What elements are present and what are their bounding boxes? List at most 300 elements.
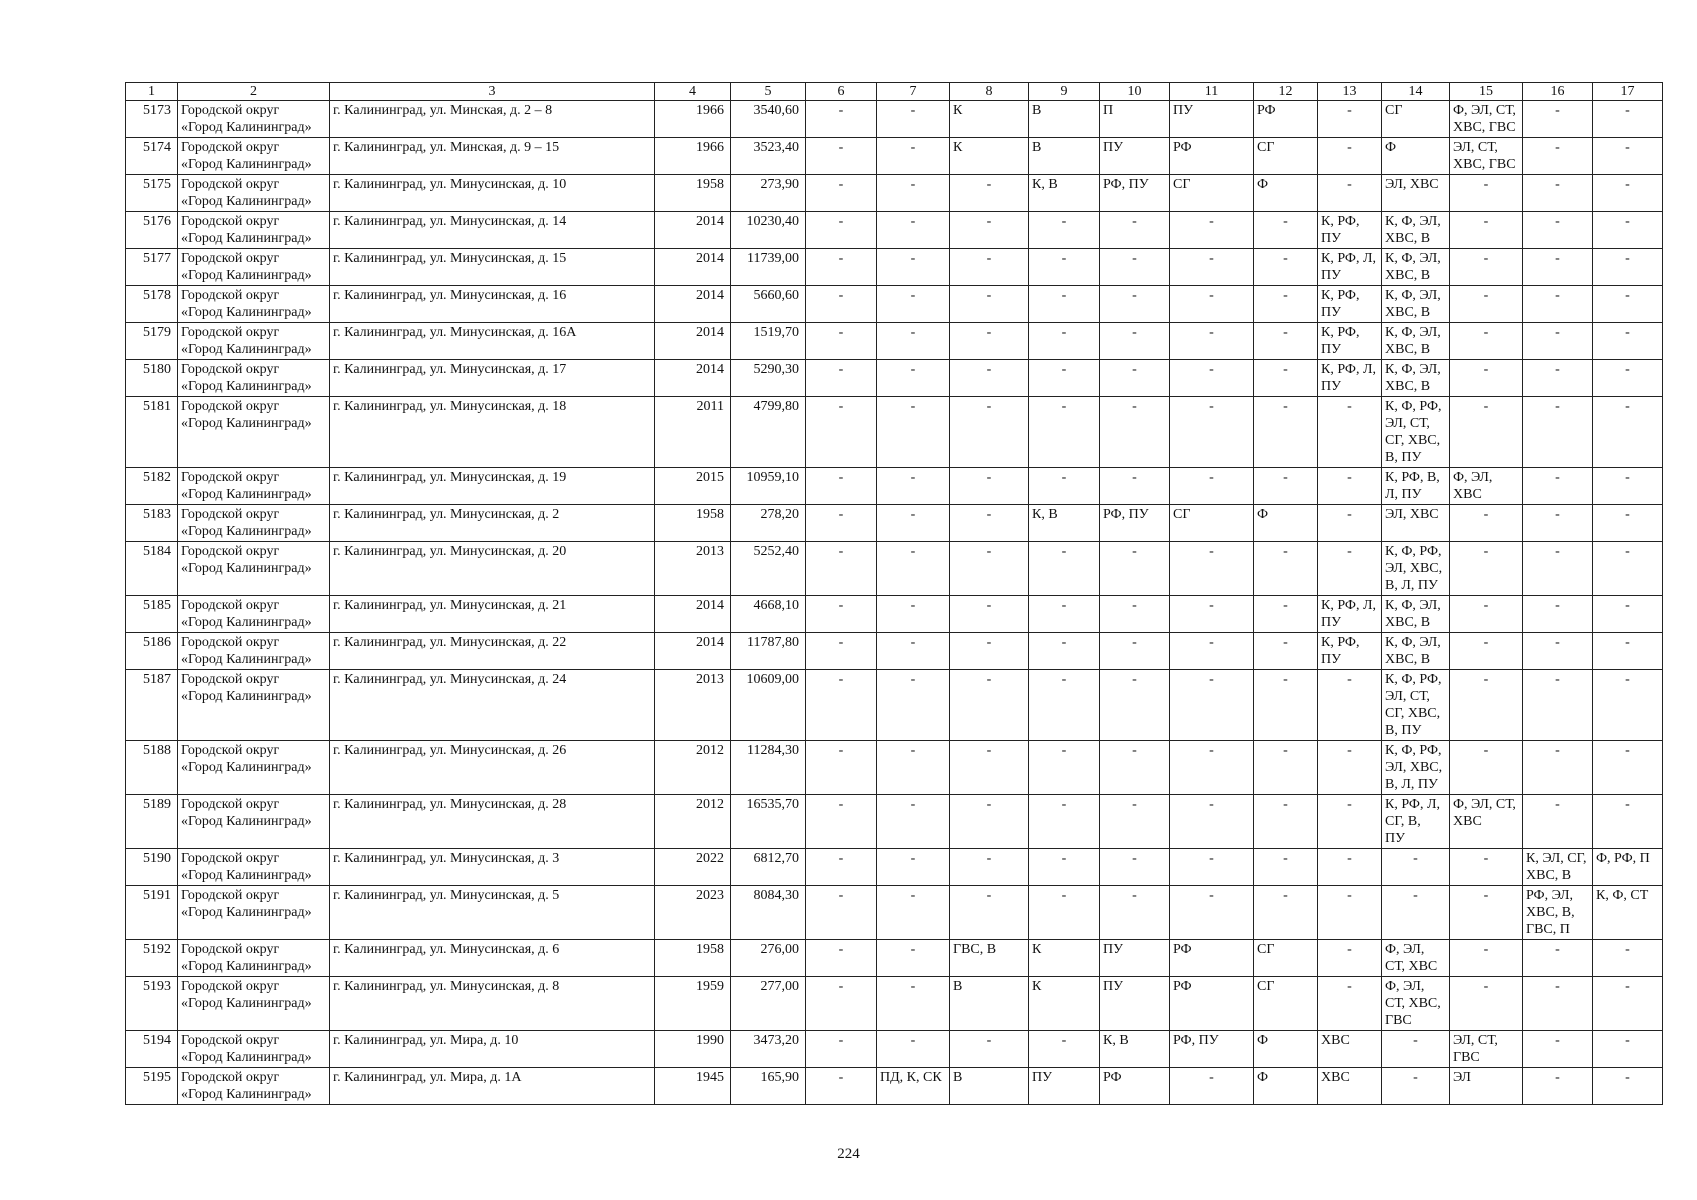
column-number-14: 14: [1382, 83, 1450, 101]
table-cell-col-10: -: [1100, 397, 1170, 468]
table-cell-col-11: -: [1170, 741, 1254, 795]
table-cell-col-1: 5184: [126, 542, 178, 596]
table-cell-col-9: -: [1029, 397, 1100, 468]
table-cell-col-8: К: [950, 101, 1029, 138]
table-cell-col-17: -: [1593, 397, 1663, 468]
table-cell-col-5: 10959,10: [731, 468, 806, 505]
table-cell-col-4: 2014: [655, 633, 731, 670]
table-cell-col-10: -: [1100, 323, 1170, 360]
table-row: [126, 633, 1663, 670]
table-cell-col-1: 5188: [126, 741, 178, 795]
table-cell-col-10: ПУ: [1100, 138, 1170, 175]
table-cell-col-7: -: [877, 1031, 950, 1068]
table-cell-col-16: -: [1523, 1031, 1593, 1068]
table-cell-col-16: -: [1523, 360, 1593, 397]
table-cell-col-5: 3523,40: [731, 138, 806, 175]
table-cell-col-1: 5178: [126, 286, 178, 323]
table-cell-col-5: 165,90: [731, 1068, 806, 1105]
table-cell-col-12: -: [1254, 360, 1318, 397]
table-cell-col-2: Городской округ «Город Калининград»: [178, 741, 330, 795]
table-cell-col-5: 277,00: [731, 977, 806, 1031]
table-cell-col-3: г. Калининград, ул. Мира, д. 10: [330, 1031, 655, 1068]
table-cell-col-17: -: [1593, 175, 1663, 212]
table-cell-col-1: 5183: [126, 505, 178, 542]
table-cell-col-13: -: [1318, 138, 1382, 175]
table-cell-col-14: К, Ф, ЭЛ, ХВС, В: [1382, 360, 1450, 397]
table-cell-col-17: -: [1593, 1031, 1663, 1068]
table-cell-col-1: 5189: [126, 795, 178, 849]
table-cell-col-3: г. Калининград, ул. Минусинская, д. 8: [330, 977, 655, 1031]
table-cell-col-1: 5180: [126, 360, 178, 397]
column-number-7: 7: [877, 83, 950, 101]
table-cell-col-3: г. Калининград, ул. Минусинская, д. 3: [330, 849, 655, 886]
table-cell-col-11: СГ: [1170, 505, 1254, 542]
table-cell-col-8: -: [950, 323, 1029, 360]
table-row: [126, 1031, 1663, 1068]
table-cell-col-2: Городской округ «Город Калининград»: [178, 1031, 330, 1068]
table-cell-col-7: -: [877, 977, 950, 1031]
table-cell-col-1: 5177: [126, 249, 178, 286]
table-cell-col-15: -: [1450, 249, 1523, 286]
table-cell-col-14: К, Ф, ЭЛ, ХВС, В: [1382, 249, 1450, 286]
table-cell-col-1: 5176: [126, 212, 178, 249]
table-cell-col-15: Ф, ЭЛ, СТ, ХВС, ГВС: [1450, 101, 1523, 138]
table-cell-col-8: -: [950, 849, 1029, 886]
table-cell-col-9: -: [1029, 741, 1100, 795]
column-number-3: 3: [330, 83, 655, 101]
table-cell-col-7: -: [877, 940, 950, 977]
table-cell-col-14: К, Ф, ЭЛ, ХВС, В: [1382, 212, 1450, 249]
table-cell-col-6: -: [806, 977, 877, 1031]
table-cell-col-14: К, Ф, ЭЛ, ХВС, В: [1382, 323, 1450, 360]
table-cell-col-10: -: [1100, 633, 1170, 670]
table-cell-col-10: -: [1100, 468, 1170, 505]
table-cell-col-10: -: [1100, 286, 1170, 323]
table-cell-col-17: -: [1593, 940, 1663, 977]
table-cell-col-14: ЭЛ, ХВС: [1382, 505, 1450, 542]
table-cell-col-10: -: [1100, 542, 1170, 596]
table-cell-col-4: 2022: [655, 849, 731, 886]
table-cell-col-5: 5252,40: [731, 542, 806, 596]
table-cell-col-9: -: [1029, 542, 1100, 596]
table-cell-col-16: -: [1523, 741, 1593, 795]
table-cell-col-13: -: [1318, 849, 1382, 886]
table-cell-col-17: -: [1593, 670, 1663, 741]
table-cell-col-5: 276,00: [731, 940, 806, 977]
table-cell-col-12: -: [1254, 542, 1318, 596]
table-cell-col-8: -: [950, 468, 1029, 505]
table-cell-col-3: г. Калининград, ул. Минусинская, д. 16А: [330, 323, 655, 360]
table-cell-col-16: -: [1523, 596, 1593, 633]
table-cell-col-11: СГ: [1170, 175, 1254, 212]
table-cell-col-7: -: [877, 249, 950, 286]
table-row: [126, 505, 1663, 542]
table-cell-col-12: -: [1254, 633, 1318, 670]
table-cell-col-10: -: [1100, 360, 1170, 397]
table-cell-col-3: г. Калининград, ул. Минская, д. 9 – 15: [330, 138, 655, 175]
table-cell-col-5: 16535,70: [731, 795, 806, 849]
table-cell-col-2: Городской округ «Город Калининград»: [178, 138, 330, 175]
table-cell-col-8: -: [950, 633, 1029, 670]
table-cell-col-6: -: [806, 138, 877, 175]
table-cell-col-11: -: [1170, 633, 1254, 670]
table-cell-col-12: -: [1254, 849, 1318, 886]
table-cell-col-6: -: [806, 795, 877, 849]
table-cell-col-3: г. Калининград, ул. Минусинская, д. 28: [330, 795, 655, 849]
table-cell-col-7: -: [877, 795, 950, 849]
table-cell-col-9: К, В: [1029, 175, 1100, 212]
table-cell-col-15: ЭЛ, СТ, ГВС: [1450, 1031, 1523, 1068]
table-cell-col-12: -: [1254, 323, 1318, 360]
table-cell-col-15: -: [1450, 886, 1523, 940]
table-cell-col-3: г. Калининград, ул. Минусинская, д. 17: [330, 360, 655, 397]
table-cell-col-4: 1958: [655, 175, 731, 212]
table-cell-col-9: -: [1029, 1031, 1100, 1068]
table-cell-col-6: -: [806, 397, 877, 468]
table-cell-col-5: 11787,80: [731, 633, 806, 670]
table-cell-col-2: Городской округ «Город Калининград»: [178, 397, 330, 468]
table-cell-col-7: -: [877, 670, 950, 741]
table-cell-col-14: Ф, ЭЛ, СТ, ХВС: [1382, 940, 1450, 977]
table-cell-col-10: ПУ: [1100, 940, 1170, 977]
table-cell-col-13: -: [1318, 101, 1382, 138]
table-cell-col-13: -: [1318, 175, 1382, 212]
table-cell-col-17: -: [1593, 505, 1663, 542]
table-cell-col-16: -: [1523, 175, 1593, 212]
table-cell-col-10: -: [1100, 886, 1170, 940]
column-number-6: 6: [806, 83, 877, 101]
table-cell-col-6: -: [806, 886, 877, 940]
table-cell-col-4: 2013: [655, 542, 731, 596]
table-cell-col-9: -: [1029, 849, 1100, 886]
table-cell-col-8: -: [950, 360, 1029, 397]
table-cell-col-17: -: [1593, 212, 1663, 249]
table-cell-col-6: -: [806, 596, 877, 633]
column-number-10: 10: [1100, 83, 1170, 101]
table-cell-col-14: К, РФ, В, Л, ПУ: [1382, 468, 1450, 505]
table-cell-col-16: -: [1523, 542, 1593, 596]
table-cell-col-8: В: [950, 1068, 1029, 1105]
table-cell-col-4: 1966: [655, 138, 731, 175]
table-cell-col-1: 5175: [126, 175, 178, 212]
table-cell-col-14: -: [1382, 1068, 1450, 1105]
table-cell-col-4: 2014: [655, 596, 731, 633]
table-cell-col-2: Городской округ «Город Калининград»: [178, 505, 330, 542]
table-row: [126, 849, 1663, 886]
table-cell-col-15: ЭЛ: [1450, 1068, 1523, 1105]
table-cell-col-11: -: [1170, 542, 1254, 596]
table-cell-col-5: 8084,30: [731, 886, 806, 940]
table-cell-col-13: -: [1318, 741, 1382, 795]
table-cell-col-5: 5660,60: [731, 286, 806, 323]
table-cell-col-2: Городской округ «Город Калининград»: [178, 886, 330, 940]
table-cell-col-9: К: [1029, 940, 1100, 977]
table-cell-col-4: 1959: [655, 977, 731, 1031]
table-cell-col-15: -: [1450, 323, 1523, 360]
table-cell-col-5: 3473,20: [731, 1031, 806, 1068]
table-cell-col-9: К, В: [1029, 505, 1100, 542]
table-cell-col-4: 1966: [655, 101, 731, 138]
table-cell-col-12: СГ: [1254, 940, 1318, 977]
table-cell-col-7: ПД, К, СК: [877, 1068, 950, 1105]
table-cell-col-7: -: [877, 212, 950, 249]
table-cell-col-9: -: [1029, 249, 1100, 286]
table-cell-col-17: -: [1593, 249, 1663, 286]
table-cell-col-3: г. Калининград, ул. Минусинская, д. 5: [330, 886, 655, 940]
table-cell-col-16: -: [1523, 468, 1593, 505]
table-cell-col-6: -: [806, 175, 877, 212]
table-cell-col-1: 5192: [126, 940, 178, 977]
table-cell-col-4: 2014: [655, 323, 731, 360]
table-cell-col-10: РФ, ПУ: [1100, 505, 1170, 542]
table-cell-col-11: ПУ: [1170, 101, 1254, 138]
table-cell-col-9: -: [1029, 360, 1100, 397]
table-cell-col-9: В: [1029, 101, 1100, 138]
table-cell-col-14: ЭЛ, ХВС: [1382, 175, 1450, 212]
table-cell-col-1: 5179: [126, 323, 178, 360]
table-cell-col-11: -: [1170, 849, 1254, 886]
table-cell-col-7: -: [877, 286, 950, 323]
table-cell-col-6: -: [806, 940, 877, 977]
table-cell-col-14: -: [1382, 886, 1450, 940]
table-cell-col-4: 1945: [655, 1068, 731, 1105]
table-cell-col-2: Городской округ «Город Калининград»: [178, 795, 330, 849]
table-cell-col-9: В: [1029, 138, 1100, 175]
table-cell-col-11: РФ: [1170, 940, 1254, 977]
table-cell-col-3: г. Калининград, ул. Минская, д. 2 – 8: [330, 101, 655, 138]
table-cell-col-8: -: [950, 212, 1029, 249]
table-cell-col-11: -: [1170, 1068, 1254, 1105]
table-cell-col-2: Городской округ «Город Калининград»: [178, 360, 330, 397]
table-cell-col-14: К, Ф, ЭЛ, ХВС, В: [1382, 596, 1450, 633]
table-cell-col-3: г. Калининград, ул. Минусинская, д. 15: [330, 249, 655, 286]
table-cell-col-9: -: [1029, 286, 1100, 323]
table-row: [126, 175, 1663, 212]
table-cell-col-4: 1958: [655, 505, 731, 542]
table-cell-col-6: -: [806, 212, 877, 249]
table-cell-col-17: -: [1593, 468, 1663, 505]
table-cell-col-17: Ф, РФ, П: [1593, 849, 1663, 886]
table-cell-col-12: -: [1254, 286, 1318, 323]
table-row: [126, 741, 1663, 795]
table-row: [126, 212, 1663, 249]
table-cell-col-7: -: [877, 542, 950, 596]
table-cell-col-12: РФ: [1254, 101, 1318, 138]
table-cell-col-14: -: [1382, 849, 1450, 886]
table-cell-col-5: 4668,10: [731, 596, 806, 633]
table-cell-col-6: -: [806, 1031, 877, 1068]
table-cell-col-10: -: [1100, 212, 1170, 249]
table-cell-col-3: г. Калининград, ул. Мира, д. 1А: [330, 1068, 655, 1105]
table-cell-col-1: 5190: [126, 849, 178, 886]
table-cell-col-14: -: [1382, 1031, 1450, 1068]
table-cell-col-1: 5194: [126, 1031, 178, 1068]
table-cell-col-11: -: [1170, 670, 1254, 741]
column-number-5: 5: [731, 83, 806, 101]
column-number-2: 2: [178, 83, 330, 101]
column-number-8: 8: [950, 83, 1029, 101]
column-number-4: 4: [655, 83, 731, 101]
table-cell-col-8: -: [950, 397, 1029, 468]
table-cell-col-10: -: [1100, 795, 1170, 849]
table-cell-col-15: -: [1450, 175, 1523, 212]
table-cell-col-12: СГ: [1254, 977, 1318, 1031]
table-cell-col-2: Городской округ «Город Калининград»: [178, 1068, 330, 1105]
table-cell-col-9: ПУ: [1029, 1068, 1100, 1105]
table-cell-col-13: К, РФ, Л, ПУ: [1318, 360, 1382, 397]
table-cell-col-9: -: [1029, 670, 1100, 741]
table-cell-col-14: К, Ф, ЭЛ, ХВС, В: [1382, 633, 1450, 670]
table-cell-col-15: -: [1450, 360, 1523, 397]
table-cell-col-7: -: [877, 468, 950, 505]
table-cell-col-4: 2015: [655, 468, 731, 505]
table-cell-col-17: -: [1593, 542, 1663, 596]
table-cell-col-17: К, Ф, СТ: [1593, 886, 1663, 940]
table-cell-col-6: -: [806, 1068, 877, 1105]
table-row: [126, 360, 1663, 397]
column-number-16: 16: [1523, 83, 1593, 101]
table-cell-col-4: 1990: [655, 1031, 731, 1068]
table-cell-col-15: -: [1450, 741, 1523, 795]
table-cell-col-17: -: [1593, 138, 1663, 175]
column-number-15: 15: [1450, 83, 1523, 101]
table-cell-col-13: К, РФ, ПУ: [1318, 323, 1382, 360]
table-cell-col-2: Городской округ «Город Калининград»: [178, 542, 330, 596]
table-cell-col-12: СГ: [1254, 138, 1318, 175]
column-number-row: [126, 83, 1663, 101]
table-row: [126, 397, 1663, 468]
table-cell-col-1: 5186: [126, 633, 178, 670]
column-number-9: 9: [1029, 83, 1100, 101]
table-cell-col-17: -: [1593, 323, 1663, 360]
table-cell-col-6: -: [806, 505, 877, 542]
table-cell-col-14: Ф: [1382, 138, 1450, 175]
table-cell-col-14: К, Ф, РФ, ЭЛ, ХВС, В, Л, ПУ: [1382, 741, 1450, 795]
table-cell-col-15: -: [1450, 505, 1523, 542]
table-cell-col-3: г. Калининград, ул. Минусинская, д. 24: [330, 670, 655, 741]
table-cell-col-14: СГ: [1382, 101, 1450, 138]
column-number-12: 12: [1254, 83, 1318, 101]
table-cell-col-12: -: [1254, 468, 1318, 505]
table-cell-col-11: РФ: [1170, 977, 1254, 1031]
table-cell-col-3: г. Калининград, ул. Минусинская, д. 14: [330, 212, 655, 249]
table-cell-col-13: К, РФ, ПУ: [1318, 212, 1382, 249]
table-cell-col-14: К, Ф, РФ, ЭЛ, ХВС, В, Л, ПУ: [1382, 542, 1450, 596]
table-cell-col-2: Городской округ «Город Калининград»: [178, 212, 330, 249]
table-cell-col-7: -: [877, 596, 950, 633]
table-cell-col-17: -: [1593, 741, 1663, 795]
table-cell-col-11: РФ: [1170, 138, 1254, 175]
table-cell-col-12: Ф: [1254, 1031, 1318, 1068]
table-cell-col-1: 5185: [126, 596, 178, 633]
table-cell-col-3: г. Калининград, ул. Минусинская, д. 2: [330, 505, 655, 542]
table-cell-col-15: -: [1450, 940, 1523, 977]
column-number-1: 1: [126, 83, 178, 101]
table-cell-col-13: К, РФ, ПУ: [1318, 633, 1382, 670]
table-cell-col-8: -: [950, 286, 1029, 323]
table-cell-col-16: -: [1523, 249, 1593, 286]
table-cell-col-4: 2023: [655, 886, 731, 940]
table-cell-col-12: -: [1254, 596, 1318, 633]
table-cell-col-3: г. Калининград, ул. Минусинская, д. 16: [330, 286, 655, 323]
table-row: [126, 670, 1663, 741]
table-cell-col-16: -: [1523, 286, 1593, 323]
table-cell-col-13: -: [1318, 397, 1382, 468]
table-cell-col-6: -: [806, 670, 877, 741]
table-cell-col-8: -: [950, 542, 1029, 596]
table-cell-col-17: -: [1593, 1068, 1663, 1105]
table-cell-col-8: -: [950, 596, 1029, 633]
page-number: 224: [837, 1146, 860, 1162]
table-cell-col-12: -: [1254, 741, 1318, 795]
table-cell-col-14: К, Ф, ЭЛ, ХВС, В: [1382, 286, 1450, 323]
table-cell-col-11: -: [1170, 596, 1254, 633]
table-cell-col-14: К, Ф, РФ, ЭЛ, СТ, СГ, ХВС, В, ПУ: [1382, 670, 1450, 741]
table-cell-col-15: -: [1450, 670, 1523, 741]
table-cell-col-17: -: [1593, 977, 1663, 1031]
table-cell-col-11: -: [1170, 360, 1254, 397]
table-cell-col-12: Ф: [1254, 505, 1318, 542]
table-cell-col-14: К, Ф, РФ, ЭЛ, СТ, СГ, ХВС, В, ПУ: [1382, 397, 1450, 468]
table-cell-col-9: -: [1029, 596, 1100, 633]
table-cell-col-1: 5182: [126, 468, 178, 505]
table-cell-col-5: 278,20: [731, 505, 806, 542]
table-cell-col-15: Ф, ЭЛ, СТ, ХВС: [1450, 795, 1523, 849]
table-cell-col-2: Городской округ «Город Калининград»: [178, 849, 330, 886]
table-cell-col-15: ЭЛ, СТ, ХВС, ГВС: [1450, 138, 1523, 175]
table-cell-col-4: 2014: [655, 286, 731, 323]
table-cell-col-16: -: [1523, 633, 1593, 670]
table-cell-col-2: Городской округ «Город Калининград»: [178, 175, 330, 212]
table-cell-col-2: Городской округ «Город Калининград»: [178, 940, 330, 977]
table-cell-col-15: -: [1450, 633, 1523, 670]
table-cell-col-3: г. Калининград, ул. Минусинская, д. 10: [330, 175, 655, 212]
table-cell-col-5: 5290,30: [731, 360, 806, 397]
table-cell-col-6: -: [806, 286, 877, 323]
table-cell-col-2: Городской округ «Город Калининград»: [178, 633, 330, 670]
table-cell-col-17: -: [1593, 360, 1663, 397]
table-cell-col-4: 1958: [655, 940, 731, 977]
table-cell-col-1: 5174: [126, 138, 178, 175]
table-cell-col-8: -: [950, 505, 1029, 542]
table-cell-col-10: -: [1100, 249, 1170, 286]
table-cell-col-11: РФ, ПУ: [1170, 1031, 1254, 1068]
table-cell-col-5: 4799,80: [731, 397, 806, 468]
table-cell-col-14: Ф, ЭЛ, СТ, ХВС, ГВС: [1382, 977, 1450, 1031]
table-cell-col-17: -: [1593, 795, 1663, 849]
table-cell-col-15: -: [1450, 542, 1523, 596]
table-cell-col-17: -: [1593, 286, 1663, 323]
table-cell-col-10: РФ: [1100, 1068, 1170, 1105]
table-cell-col-16: РФ, ЭЛ, ХВС, В, ГВС, П: [1523, 886, 1593, 940]
table-cell-col-12: Ф: [1254, 175, 1318, 212]
table-cell-col-13: -: [1318, 468, 1382, 505]
table-row: [126, 101, 1663, 138]
table-cell-col-3: г. Калининград, ул. Минусинская, д. 19: [330, 468, 655, 505]
housing-register-table: [125, 82, 1663, 1105]
table-row: [126, 468, 1663, 505]
table-cell-col-7: -: [877, 849, 950, 886]
table-cell-col-15: -: [1450, 977, 1523, 1031]
table-cell-col-8: В: [950, 977, 1029, 1031]
table-row: [126, 249, 1663, 286]
table-cell-col-3: г. Калининград, ул. Минусинская, д. 6: [330, 940, 655, 977]
table-cell-col-13: ХВС: [1318, 1031, 1382, 1068]
table-cell-col-11: -: [1170, 795, 1254, 849]
table-cell-col-16: -: [1523, 670, 1593, 741]
table-cell-col-8: -: [950, 795, 1029, 849]
table-cell-col-9: -: [1029, 323, 1100, 360]
